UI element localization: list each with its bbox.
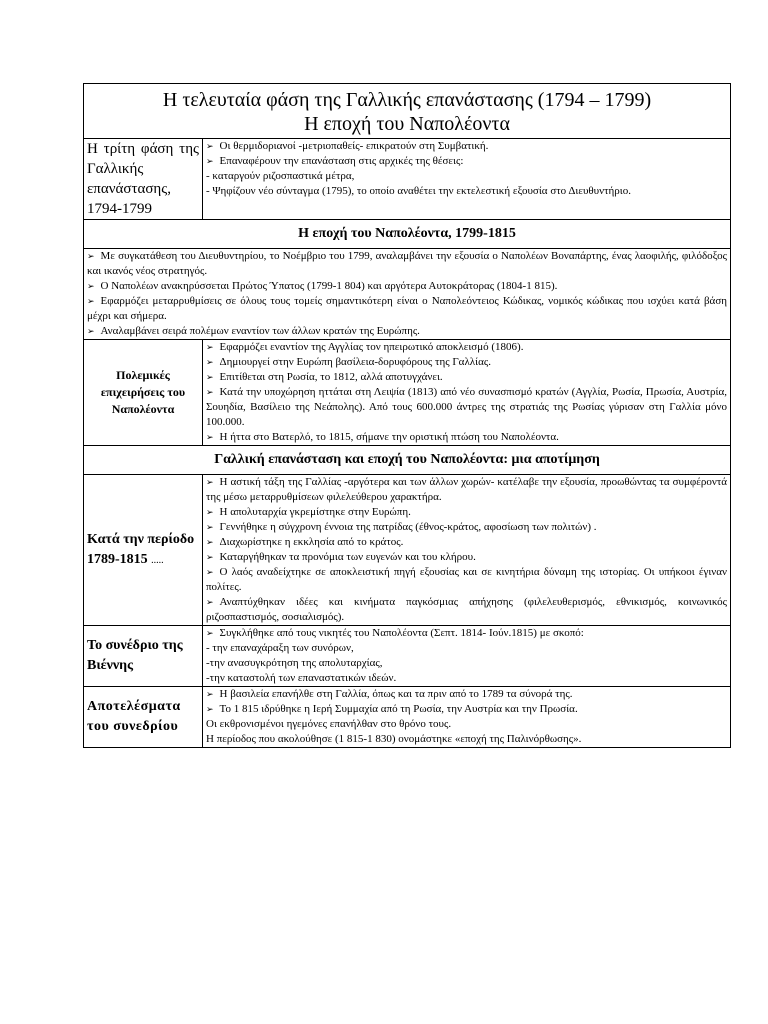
- results-row: [84, 687, 731, 748]
- line-text: - την επαναχάραξη των συνόρων,: [206, 642, 354, 654]
- title-cell: [84, 84, 731, 139]
- arrow-bullet-icon: ➢: [206, 628, 214, 638]
- results-label-cell: [84, 687, 203, 748]
- arrow-bullet-icon: ➢: [87, 326, 95, 336]
- text-line: [206, 671, 727, 686]
- arrow-bullet-icon: ➢: [206, 597, 214, 607]
- period-label-cell: [84, 475, 203, 626]
- line-text: Η περίοδος που ακολούθησε (1 815-1 830) ονομάστηκε «εποχή της Παλινόρθωσης».: [206, 733, 582, 745]
- text-line: [206, 656, 727, 671]
- line-text: Οι θερμιδοριανοί -μετριοπαθείς- επικρατούν στη Συμβατική.: [219, 140, 489, 152]
- bullet-item: [206, 139, 727, 154]
- bullet-item: [206, 430, 727, 445]
- line-text: Δημιουργεί στην Ευρώπη βασίλεια-δορυφόρους της Γαλλίας.: [219, 356, 491, 368]
- arrow-bullet-icon: ➢: [206, 552, 214, 562]
- assessment-header-row: [84, 446, 731, 475]
- period-label-text: Κατά την περίοδο 1789-1815: [87, 531, 195, 567]
- line-text: Επαναφέρουν την επανάσταση στις αρχικές της θέσεις:: [219, 155, 464, 167]
- text-line: [206, 717, 727, 732]
- line-text: Με συγκατάθεση του Διευθυντηρίου, το Νοέμβριο του 1799, αναλαμβάνει την εξουσία ο Ναπολέων Βοναπάρτης, ένας λαοφιλής, φιλόδοξος και ικανός νέος στρατηγός.: [87, 250, 728, 277]
- bullet-item: [206, 505, 727, 520]
- bullet-item: [206, 520, 727, 535]
- history-table: [83, 83, 731, 748]
- napoleon-header-row: [84, 220, 731, 249]
- congress-label: Το συνέδριο της Βιέννης: [87, 638, 183, 673]
- line-text: -την καταστολή των επαναστατικών ιδεών.: [206, 672, 397, 684]
- line-text: Η ήττα στο Βατερλό, το 1815, σήμανε την οριστική πτώση του Ναπολέοντα.: [219, 431, 559, 443]
- bullet-item: [206, 340, 727, 355]
- arrow-bullet-icon: ➢: [87, 251, 95, 261]
- napoleon-content: [84, 249, 731, 340]
- line-text: Κατά την υποχώρηση ηττάται στη Λειψία (1813) από νέο συνασπισμό κρατών (Αγγλία, Ρωσία, Πρωσία, Αυστρία, Σουηδία, Βασίλειο της Νεάπολης). Από τους 600.000 άντρες της στρατιάς της Ρωσίας γύρισαν στη Γαλλία μόνο 100.000.: [206, 386, 728, 428]
- line-text: Καταργήθηκαν τα προνόμια των ευγενών και του κλήρου.: [219, 551, 476, 563]
- phase3-label: Η τρίτη φάση της Γαλλικής επανάστασης, 1794-1799: [87, 141, 199, 217]
- line-text: Η απολυταρχία γκρεμίστηκε στην Ευρώπη.: [219, 506, 411, 518]
- text-line: [206, 732, 727, 747]
- napoleon-row: [84, 249, 731, 340]
- arrow-bullet-icon: ➢: [206, 357, 214, 367]
- document-subtitle: Η εποχή του Ναπολέοντα: [304, 113, 510, 135]
- arrow-bullet-icon: ➢: [87, 281, 95, 291]
- arrow-bullet-icon: ➢: [206, 567, 214, 577]
- arrow-bullet-icon: ➢: [87, 296, 95, 306]
- congress-content: [203, 626, 731, 687]
- bullet-item: [206, 595, 727, 625]
- phase3-row: [84, 139, 731, 220]
- arrow-bullet-icon: ➢: [206, 141, 214, 151]
- line-text: Ο λαός αναδείχτηκε σε αποκλειστική πηγή εξουσίας και σε κινητήρια δύναμη της ιστορίας. Οι υπήκοοι έγιναν πολίτες.: [206, 566, 728, 593]
- bullet-item: [87, 294, 727, 324]
- line-text: Εφαρμόζει μεταρρυθμίσεις σε όλους τους τομείς σημαντικότερη είναι ο Ναπολεόντειος Κώδικας, νομικός κώδικας που ισχύει κατά βάση μέχρι και σήμερα.: [87, 295, 728, 322]
- title-row: [84, 84, 731, 139]
- arrow-bullet-icon: ➢: [206, 156, 214, 166]
- arrow-bullet-icon: ➢: [206, 372, 214, 382]
- congress-row: [84, 626, 731, 687]
- line-text: Συγκλήθηκε από τους νικητές του Ναπολέοντα (Σεπτ. 1814- Ιούν.1815) με σκοπό:: [219, 627, 584, 639]
- congress-label-cell: [84, 626, 203, 687]
- bullet-item: [87, 324, 727, 339]
- bullet-item: [206, 154, 727, 169]
- line-text: Το 1 815 ιδρύθηκε η Ιερή Συμμαχία από τη Ρωσία, την Αυστρία και την Πρωσία.: [219, 703, 578, 715]
- line-text: Ο Ναπολέων ανακηρύσσεται Πρώτος Ύπατος (1799-1 804) και αργότερα Αυτοκράτορας (1804-1 815).: [100, 280, 558, 292]
- bullet-item: [206, 370, 727, 385]
- period-content: [203, 475, 731, 626]
- period-label-dots: .....: [151, 554, 164, 566]
- bullet-item: [206, 565, 727, 595]
- assessment-section-title: Γαλλική επανάσταση και εποχή του Ναπολέοντα: μια αποτίμηση: [84, 446, 731, 475]
- bullet-item: [87, 249, 727, 279]
- bullet-item: [206, 626, 727, 641]
- bullet-item: [206, 385, 727, 430]
- line-text: Οι εκθρονισμένοι ηγεμόνες επανήλθαν στο θρόνο τους.: [206, 718, 452, 730]
- line-text: -την ανασυγκρότηση της απολυταρχίας,: [206, 657, 383, 669]
- bullet-item: [206, 475, 727, 505]
- line-text: - Ψηφίζουν νέο σύνταγμα (1795), το οποίο αναθέτει την εκτελεστική εξουσία στο Διευθυντήριο.: [206, 185, 631, 197]
- bullet-item: [206, 550, 727, 565]
- results-content: [203, 687, 731, 748]
- military-row: [84, 340, 731, 446]
- document-title: Η τελευταία φάση της Γαλλικής επανάστασης (1794 – 1799): [162, 89, 652, 111]
- line-text: Η αστική τάξη της Γαλλίας -αργότερα και των άλλων χωρών- κατέλαβε την εξουσία, προωθώντας τα συμφέροντά της μέσω μεταρρυθμίσεων φιλελεύθερου χαρακτήρα.: [206, 476, 728, 503]
- line-text: Επιτίθεται στη Ρωσία, το 1812, αλλά αποτυγχάνει.: [219, 371, 443, 383]
- line-text: - καταργούν ριζοσπαστικά μέτρα,: [206, 170, 355, 182]
- document-sheet: [83, 83, 730, 748]
- arrow-bullet-icon: ➢: [206, 704, 214, 714]
- arrow-bullet-icon: ➢: [206, 342, 214, 352]
- text-line: [206, 184, 727, 199]
- bullet-item: [206, 687, 727, 702]
- bullet-item: [87, 279, 727, 294]
- line-text: Γεννήθηκε η σύγχρονη έννοια της πατρίδας (έθνος-κράτος, αφοσίωση των πολιτών) .: [219, 521, 597, 533]
- arrow-bullet-icon: ➢: [206, 507, 214, 517]
- military-label: Πολεμικές επιχειρήσεις του Ναπολέοντα: [100, 368, 186, 416]
- period-row: [84, 475, 731, 626]
- arrow-bullet-icon: ➢: [206, 537, 214, 547]
- bullet-item: [206, 355, 727, 370]
- bullet-item: [206, 535, 727, 550]
- text-line: [206, 169, 727, 184]
- arrow-bullet-icon: ➢: [206, 522, 214, 532]
- results-label: Αποτελέσματα του συνεδρίου: [87, 699, 181, 734]
- military-content: [203, 340, 731, 446]
- bullet-item: [206, 702, 727, 717]
- line-text: Αναλαμβάνει σειρά πολέμων εναντίον των άλλων κρατών της Ευρώπης.: [100, 325, 420, 337]
- arrow-bullet-icon: ➢: [206, 432, 214, 442]
- line-text: Εφαρμόζει εναντίον της Αγγλίας τον ηπειρωτικό αποκλεισμό (1806).: [219, 341, 524, 353]
- text-line: [206, 641, 727, 656]
- military-label-cell: [84, 340, 203, 446]
- period-label: [87, 530, 199, 571]
- line-text: Αναπτύχθηκαν ιδέες και κινήματα παγκόσμιας απήχησης (φιλελευθερισμός, εθνικισμός, κοινωνικός ριζοσπαστισμός, σοσιαλισμός).: [206, 596, 728, 623]
- phase3-label-cell: [84, 139, 203, 220]
- napoleon-section-title: Η εποχή του Ναπολέοντα, 1799-1815: [84, 220, 731, 249]
- arrow-bullet-icon: ➢: [206, 387, 214, 397]
- arrow-bullet-icon: ➢: [206, 689, 214, 699]
- line-text: Διαχωρίστηκε η εκκλησία από το κράτος.: [219, 536, 404, 548]
- line-text: Η βασιλεία επανήλθε στη Γαλλία, όπως και τα πριν από το 1789 τα σύνορά της.: [219, 688, 573, 700]
- arrow-bullet-icon: ➢: [206, 477, 214, 487]
- phase3-content: [203, 139, 731, 220]
